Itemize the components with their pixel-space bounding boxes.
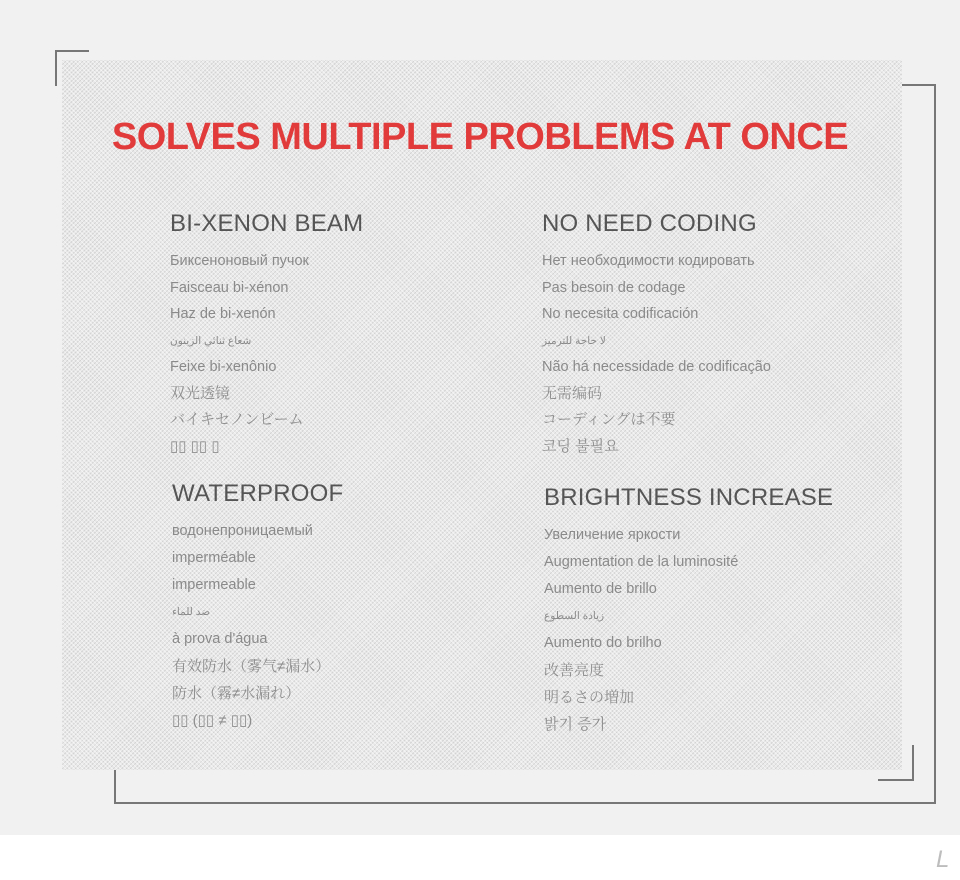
translation-arabic: شعاع ثنائي الزينون	[170, 334, 252, 347]
translation-portuguese: Aumento do brilho	[544, 635, 662, 651]
page-title: SOLVES MULTIPLE PROBLEMS AT ONCE	[111, 116, 849, 158]
section-heading: NO NEED CODING	[542, 210, 757, 237]
translation-japanese: コーディングは不要	[542, 411, 676, 428]
translation-russian: водонепроницаемый	[172, 523, 313, 539]
section-no-need-coding	[542, 210, 882, 460]
translation-japanese: 防水（霧≠水漏れ）	[172, 685, 301, 702]
translation-spanish: impermeable	[172, 577, 256, 593]
translation-japanese: 明るさの増加	[544, 689, 635, 706]
translation-korean: 코딩 불필요	[542, 437, 619, 455]
translation-korean: ▯▯ (▯▯ ≠ ▯▯)	[172, 712, 253, 729]
translation-portuguese: Não há necessidade de codificação	[542, 359, 771, 375]
translation-korean: ▯▯ ▯▯ ▯	[170, 437, 220, 455]
translation-arabic: لا حاجة للترميز	[542, 334, 606, 347]
page-bottom-strip	[0, 835, 960, 880]
section-heading: BI-XENON BEAM	[170, 210, 364, 237]
brand-mark: L	[936, 846, 950, 873]
translation-spanish: Aumento de brillo	[544, 581, 657, 597]
section-heading: WATERPROOF	[172, 480, 344, 507]
translation-arabic: ضد للماء	[172, 606, 211, 618]
translation-chinese: 有效防水（雾气≠漏水）	[172, 658, 331, 675]
corner-bracket-bottom-right	[878, 745, 914, 781]
translation-portuguese: Feixe bi-xenônio	[170, 359, 277, 375]
corner-bracket-top-left	[55, 50, 89, 86]
translation-french: Augmentation de la luminosité	[544, 554, 739, 570]
translation-french: Pas besoin de codage	[542, 279, 686, 296]
translation-korean: 밝기 증가	[544, 716, 607, 733]
translation-japanese: バイキセノンビーム	[170, 411, 304, 428]
section-heading: BRIGHTNESS INCREASE	[544, 484, 834, 511]
section-brightness-increase	[544, 484, 884, 738]
back-frame-top-edge	[902, 84, 936, 86]
translation-chinese: 改善亮度	[544, 662, 605, 679]
section-bi-xenon-beam	[170, 210, 510, 460]
translation-spanish: Haz de bi-xenón	[170, 306, 276, 322]
translation-french: imperméable	[172, 550, 256, 566]
translation-arabic: زيادة السطوع	[544, 610, 605, 622]
translation-french: Faisceau bi-xénon	[170, 279, 289, 296]
back-frame-left-edge	[114, 770, 116, 804]
section-waterproof	[172, 480, 512, 734]
translation-chinese: 无需编码	[542, 384, 603, 402]
translation-russian: Увеличение яркости	[544, 527, 681, 543]
translation-russian: Биксеноновый пучок	[170, 253, 309, 269]
translation-russian: Нет необходимости кодировать	[542, 253, 755, 269]
translation-portuguese: à prova d'água	[172, 631, 268, 647]
translation-chinese: 双光透镜	[170, 384, 231, 402]
translation-spanish: No necesita codificación	[542, 306, 699, 322]
